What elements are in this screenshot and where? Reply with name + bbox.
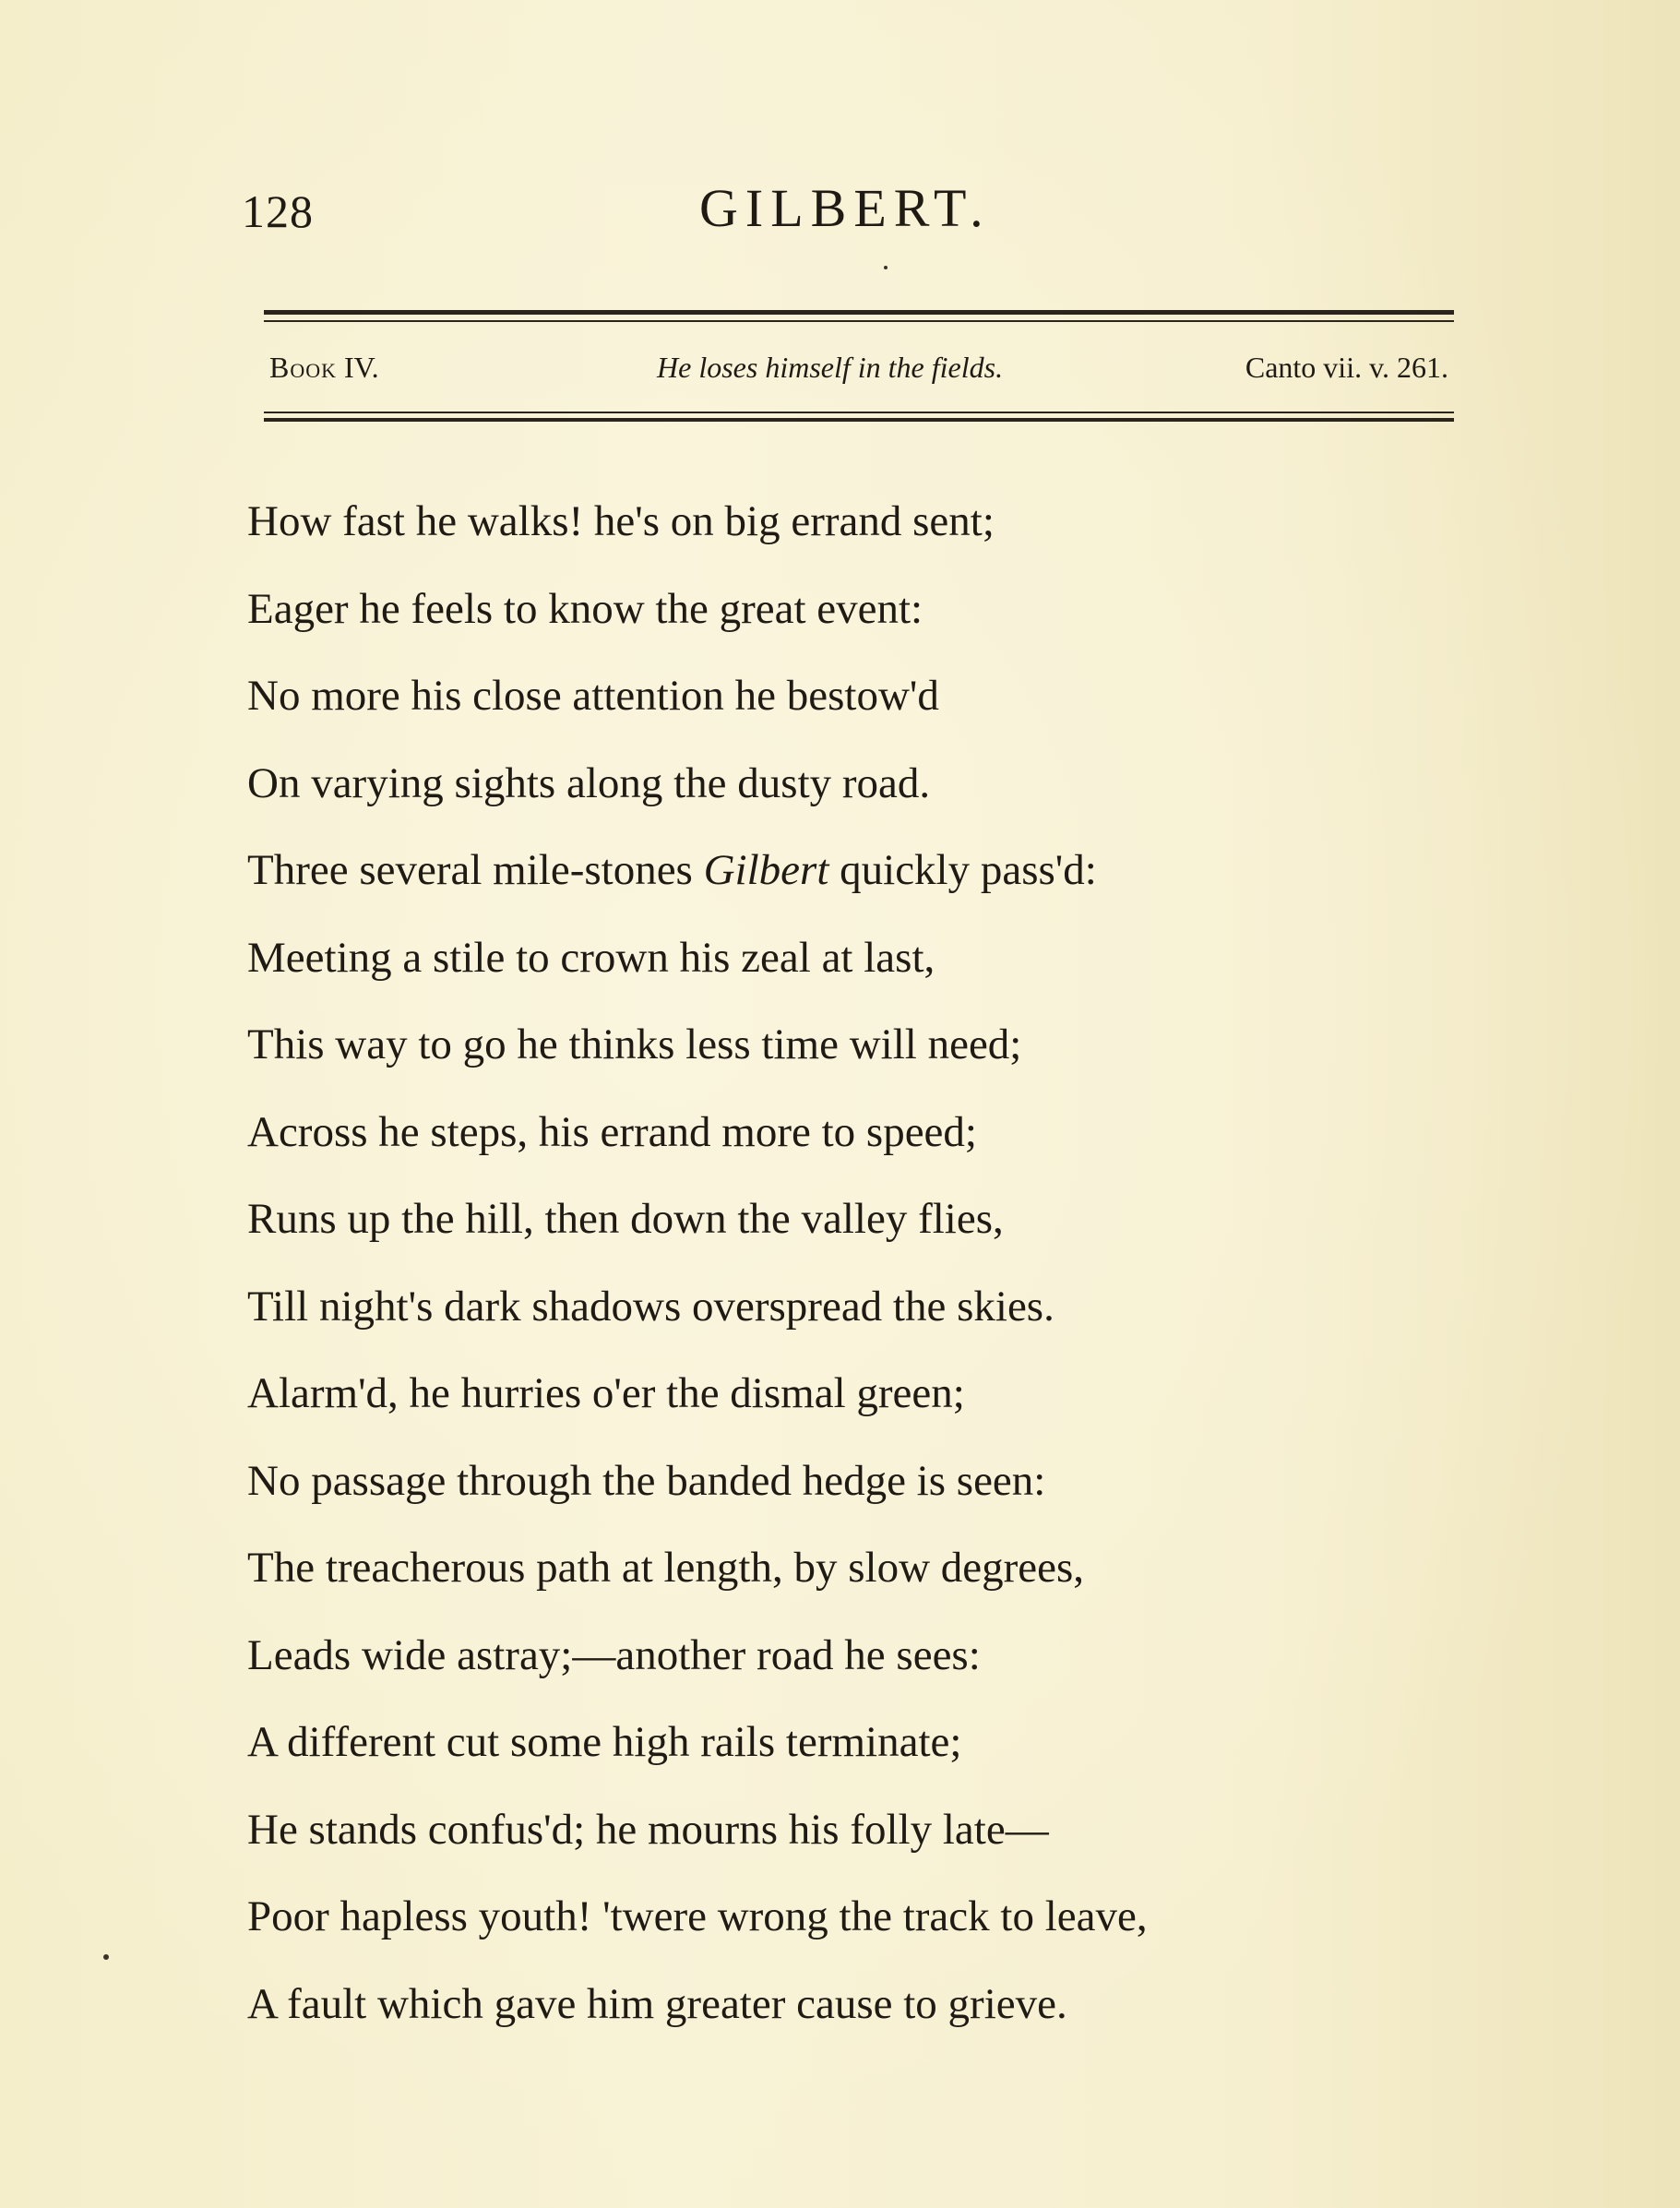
running-title: GILBERT. (699, 178, 991, 238)
poem-line: He stands confus'd; he mourns his folly late— (247, 1805, 1049, 1854)
poem-line: Runs up the hill, then down the valley flies, (247, 1195, 1004, 1243)
poem-line: Poor hapless youth! 'twere wrong the track to leave, (247, 1892, 1148, 1940)
poem-line: No more his close attention he bestow'd (247, 672, 939, 720)
poem-line: Eager he feels to know the great event: (247, 584, 923, 633)
poem-line-start: Three several mile-stones (247, 846, 693, 894)
poem-line: The treacherous path at length, by slow degrees, (247, 1544, 1085, 1592)
paper-speck (103, 1954, 109, 1960)
poem-line: Alarm'd, he hurries o'er the dismal green; (247, 1369, 965, 1417)
poem-line-end: quickly pass'd: (840, 846, 1097, 894)
character-name-gilbert: Gilbert (703, 846, 829, 894)
poem-line: How fast he walks! he's on big errand sent; (247, 497, 995, 545)
poem-line: This way to go he thinks less time will need; (247, 1020, 1022, 1068)
bottom-rule-thick (264, 418, 1454, 422)
top-rule-thin (264, 320, 1454, 322)
book-reference (269, 351, 379, 385)
running-head (0, 178, 1680, 249)
section-summary: He loses himself in the fields. (657, 351, 1004, 384)
book-word: Book (269, 351, 338, 384)
top-rule-thick (264, 310, 1454, 315)
book-number: IV. (344, 351, 379, 384)
poem-line: A different cut some high rails terminate; (247, 1718, 962, 1766)
poem-line: Across he steps, his errand more to speed; (247, 1107, 977, 1156)
poem-line: No passage through the banded hedge is seen: (247, 1456, 1046, 1505)
poem-line (247, 827, 1539, 914)
canto-reference: Canto vii. v. 261. (1245, 351, 1448, 384)
bottom-rule-thin (264, 412, 1454, 413)
page-number: 128 (242, 185, 314, 237)
poem-stanza (247, 478, 1539, 2047)
poem-line: Leads wide astray;—another road he sees: (247, 1630, 981, 1679)
section-subheader (268, 343, 1450, 395)
poem-line: Meeting a stile to crown his zeal at last, (247, 933, 935, 982)
poem-line: A fault which gave him greater cause to grieve. (247, 1979, 1067, 2028)
paper-speck (884, 266, 888, 269)
poem-line: Till night's dark shadows overspread the skies. (247, 1282, 1054, 1331)
poem-line: On varying sights along the dusty road. (247, 758, 931, 807)
